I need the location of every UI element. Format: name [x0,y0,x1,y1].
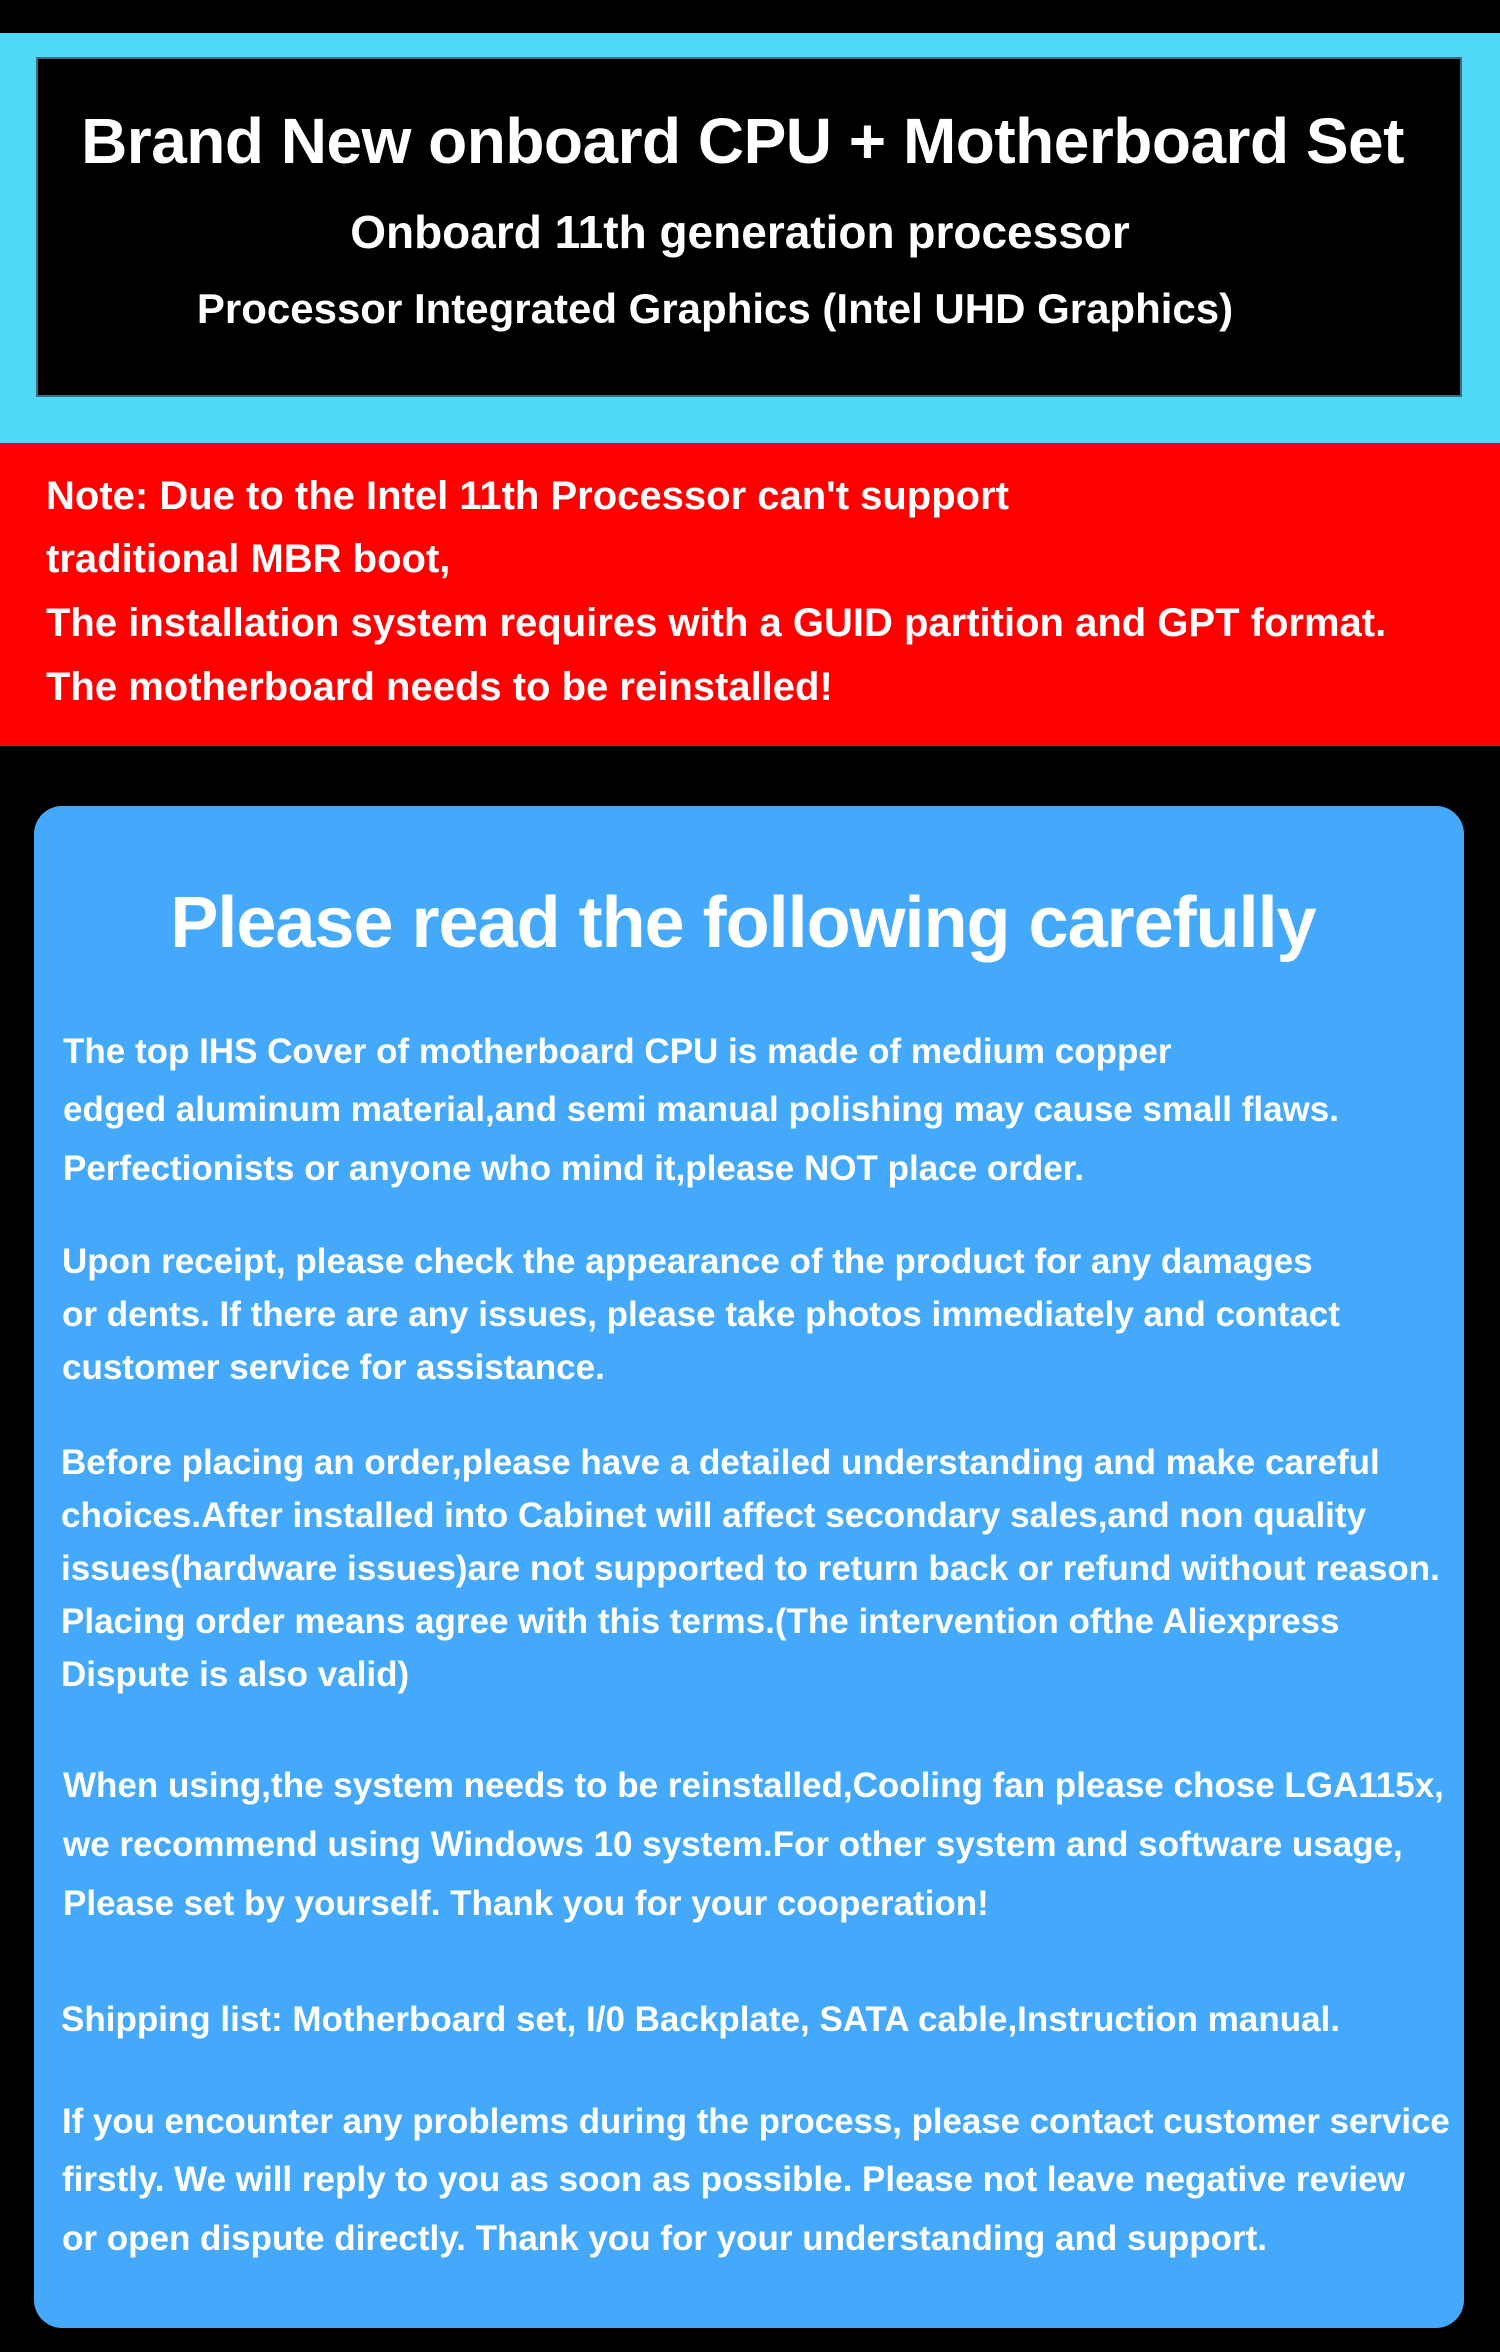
paragraph-line: or open dispute directly. Thank you for your understanding and support. [62,2219,1267,2258]
paragraph-line: issues(hardware issues)are not supported to return back or refund without reason. [61,1549,1440,1588]
paragraph-line: When using,the system needs to be reinstalled,Cooling fan please chose LGA115x, [63,1766,1444,1805]
paragraph-line: Before placing an order,please have a detailed understanding and make careful [61,1443,1380,1482]
paragraph-line: The top IHS Cover of motherboard CPU is made of medium copper [63,1032,1172,1071]
paragraph-line: firstly. We will reply to you as soon as possible. Please not leave negative review [62,2160,1405,2199]
paragraph-line: or dents. If there are any issues, please take photos immediately and contact [62,1295,1340,1334]
paragraph-line: If you encounter any problems during the process, please contact customer service [62,2102,1450,2141]
header-subtitle-processor: Onboard 11th generation processor [350,206,1130,258]
note-line: Note: Due to the Intel 11th Processor can't support [46,474,1009,518]
note-line: The installation system requires with a GUID partition and GPT format. [46,601,1387,645]
instructions-title: Please read the following carefully [170,883,1316,963]
paragraph-line: customer service for assistance. [62,1348,605,1387]
note-line: The motherboard needs to be reinstalled! [46,665,833,709]
paragraph-line: choices.After installed into Cabinet will affect secondary sales,and non quality [61,1496,1367,1535]
note-line: traditional MBR boot, [46,537,451,581]
paragraph-line: Perfectionists or anyone who mind it,please NOT place order. [63,1149,1085,1188]
paragraph-line: Please set by yourself. Thank you for your cooperation! [63,1884,989,1923]
paragraph-line: Dispute is also valid) [61,1655,410,1694]
header-subtitle-graphics: Processor Integrated Graphics (Intel UHD Graphics) [196,285,1234,332]
paragraph-line: we recommend using Windows 10 system.For other system and software usage, [63,1825,1403,1864]
header-title: Brand New onboard CPU + Motherboard Set [81,105,1404,177]
paragraph-line: edged aluminum material,and semi manual polishing may cause small flaws. [63,1090,1339,1129]
paragraph-line: Placing order means agree with this terms.(The intervention ofthe Aliexpress [61,1602,1340,1641]
paragraph-line: Upon receipt, please check the appearance of the product for any damages [62,1242,1313,1281]
paragraph-line: Shipping list: Motherboard set, I/0 Backplate, SATA cable,Instruction manual. [61,2000,1340,2039]
